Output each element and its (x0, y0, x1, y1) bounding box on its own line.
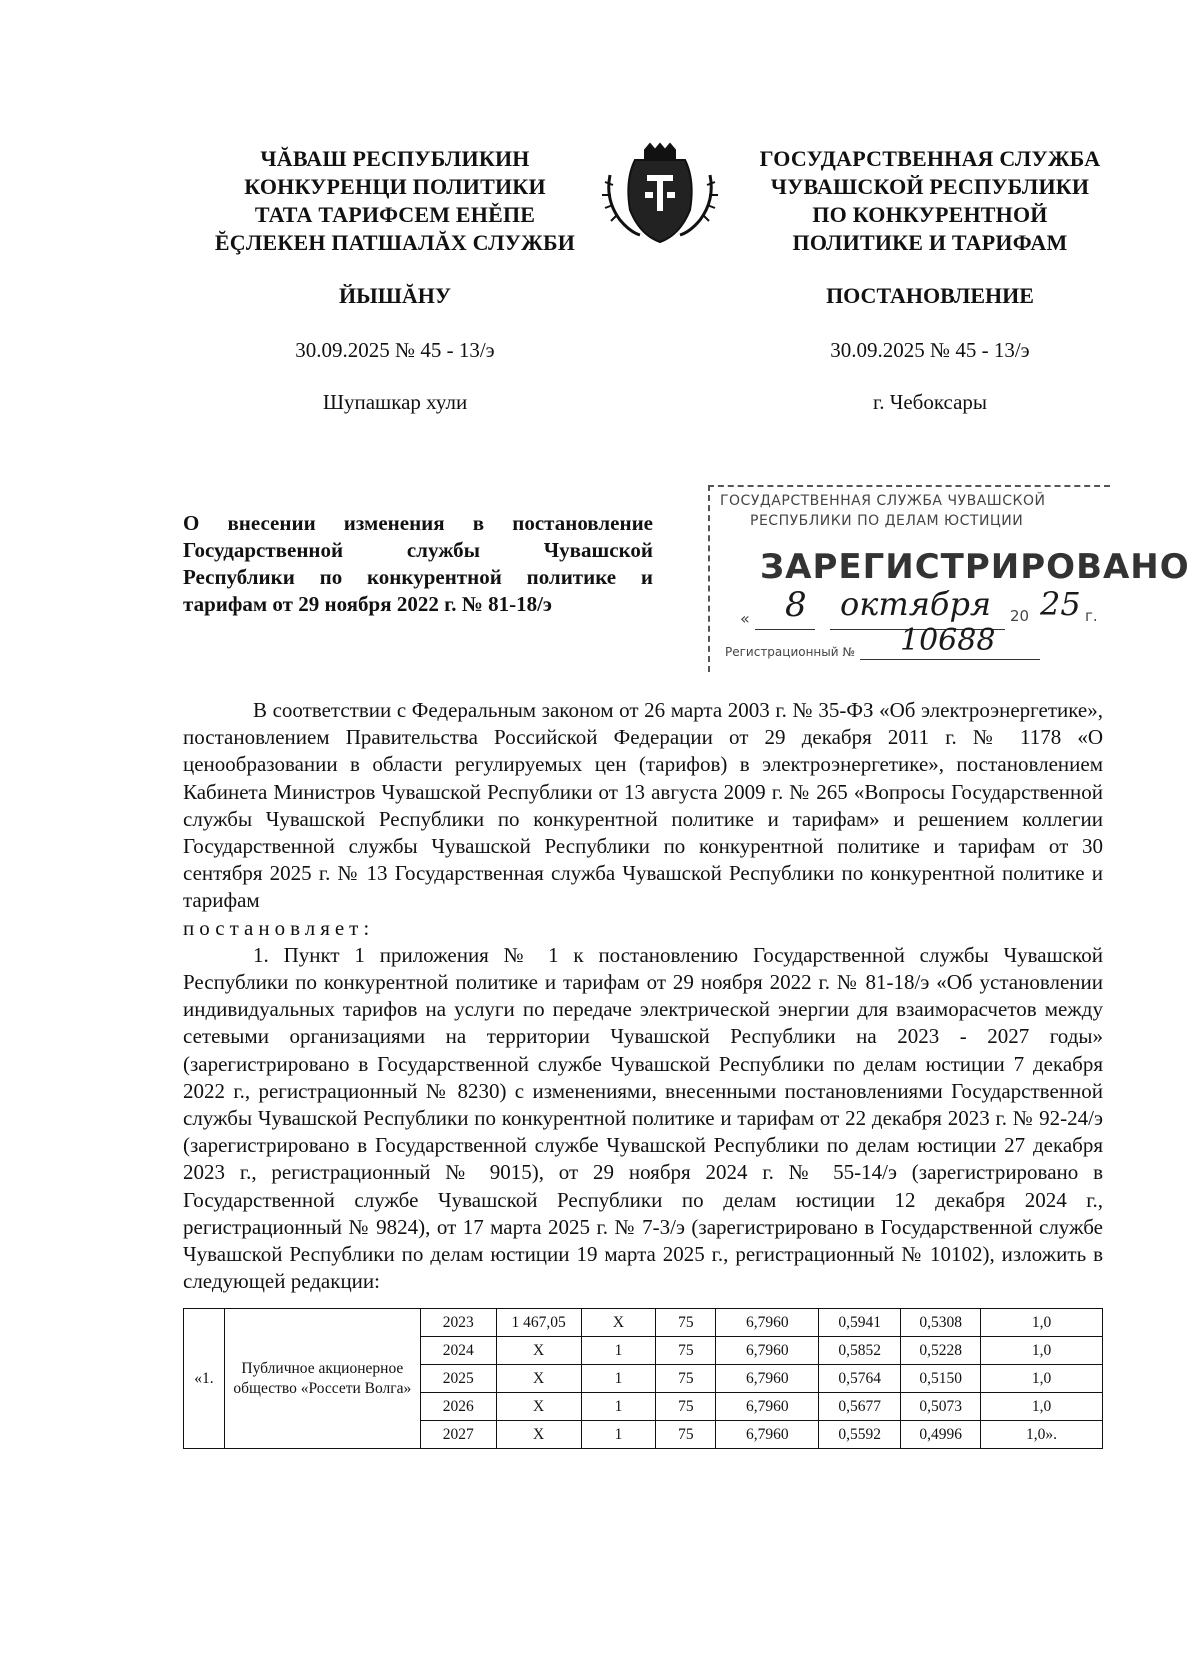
document-body (183, 697, 1103, 1295)
table-cell: 2024 (420, 1337, 496, 1365)
header-left-line: ЧĂВАШ РЕСПУБЛИКИН (260, 146, 530, 171)
table-cell: 75 (656, 1337, 716, 1365)
table-cell: 0,5308 (901, 1309, 981, 1337)
stamp-agency-line1: ГОСУДАРСТВЕННАЯ СЛУЖБА ЧУВАШСКОЙ (720, 493, 1046, 509)
table-cell: 1 (581, 1393, 656, 1421)
header-right-line: ГОСУДАРСТВЕННАЯ СЛУЖБА (759, 146, 1101, 171)
header-agency-chuvash (195, 145, 595, 257)
stamp-year-prefix: 20 (1010, 607, 1030, 625)
table-cell: 6,7960 (716, 1365, 819, 1393)
stamp-year-unit: г. (1085, 607, 1098, 625)
table-cell: 75 (656, 1365, 716, 1393)
document-subject: О внесении изменения в постановление Государственной службы Чувашской Республики по конкурентной политике и тарифам от 29 ноября 2022 г. № 81-18/э (183, 511, 653, 616)
stamp-title: ЗАРЕГИСТРИРОВАНО (760, 547, 1190, 587)
body-paragraph-2: 1. Пункт 1 приложения № 1 к постановлению Государственной службы Чувашской Республики по конкурентной политике и тарифам от 29 ноября 2022 г. № 81-18/э «Об установлении индивидуальных тарифов на услуги по передаче электрической энергии для взаиморасчетов между сетевыми организациями на территории Чувашской Республики на 2023 - 2027 годы» (зарегистрировано в Государственной службе Чувашской Республики по делам юстиции 7 декабря 2022 г., регистрационный № 8230) с изменениями, внесенными постановлениями Государственной службы Чувашской Республики по конкурентной политике и тарифам от 22 декабря 2023 г. № 92-24/э (зарегистрировано в Государственной службе Чувашской Республики по делам юстиции 27 декабря 2023 г., регистрационный № 9015), от 29 ноября 2024 г. № 55-14/э (зарегистрировано в Государственной службе Чувашской Республики по делам юстиции 12 декабря 2024 г., регистрационный № 9824), от 17 марта 2025 г. № 7-3/э (зарегистрировано в Государственной службе Чувашской Республики по делам юстиции 19 марта 2025 г., регистрационный № 10102), изложить в следующей редакции: (183, 942, 1103, 1294)
table-cell: 1 (581, 1365, 656, 1393)
table-cell: 0,5941 (819, 1309, 901, 1337)
table-cell: 1,0 (981, 1309, 1103, 1337)
decree-word: постановляет: (183, 915, 375, 940)
table-cell: 0,5150 (901, 1365, 981, 1393)
header-left-line: ТАТА ТАРИФСЕМ ЕНĚПЕ (254, 202, 536, 227)
city-chuvash: Шупашкар хули (322, 390, 468, 414)
table-cell: 6,7960 (716, 1421, 819, 1449)
doc-number-right: 30.09.2025 № 45 - 13/э (830, 338, 1030, 362)
table-cell: 1,0 (981, 1365, 1103, 1393)
table-cell: 1,0 (981, 1393, 1103, 1421)
table-cell: 0,5228 (901, 1337, 981, 1365)
header-right-line: ЧУВАШСКОЙ РЕСПУБЛИКИ (770, 174, 1090, 199)
table-cell: 0,5677 (819, 1393, 901, 1421)
table-cell: 75 (656, 1421, 716, 1449)
table-cell: X (581, 1309, 656, 1337)
table-cell: 2023 (420, 1309, 496, 1337)
doc-type-russian: ПОСТАНОВЛЕНИЕ (826, 283, 1034, 308)
table-cell: 2025 (420, 1365, 496, 1393)
table-cell: 0,5592 (819, 1421, 901, 1449)
table-cell: 1,0». (981, 1421, 1103, 1449)
tariff-table (183, 1308, 1103, 1449)
stamp-reg-number: 10688 (900, 623, 996, 658)
chuvash-coat-of-arms-icon (595, 140, 725, 250)
body-paragraph-1: В соответствии с Федеральным законом от 26 марта 2003 г. № 35-ФЗ «Об электроэнергетике», постановлением Правительства Российской Федерации от 29 декабря 2011 г. № 1178 «О ценообразовании в области регулируемых цен (тарифов) в электроэнергетике», постановлением Кабинета Министров Чувашской Республики от 13 августа 2009 г. № 265 «Вопросы Государственной службы Чувашской Республики по конкурентной политике и тарифам» и решением коллегии Государственной службы Чувашской Республики по конкурентной политике и тарифам от 30 сентября 2025 г. № 13 Государственная служба Чувашской Республики по конкурентной политике и тарифам (183, 698, 1103, 913)
header-right-line: ПОЛИТИКЕ И ТАРИФАМ (792, 230, 1068, 255)
table-cell: 75 (656, 1393, 716, 1421)
registration-stamp (708, 485, 1190, 672)
table-cell: 1 467,05 (496, 1309, 581, 1337)
table-cell: 0,4996 (901, 1421, 981, 1449)
city-russian: г. Чебоксары (872, 390, 988, 414)
table-cell: X (496, 1337, 581, 1365)
table-cell: 0,5073 (901, 1393, 981, 1421)
header-agency-russian (740, 145, 1120, 257)
table-cell: 6,7960 (716, 1309, 819, 1337)
table-cell: X (496, 1421, 581, 1449)
stamp-quote: « (740, 609, 750, 628)
stamp-month: октября (840, 585, 992, 623)
doc-number-left: 30.09.2025 № 45 - 13/э (295, 338, 495, 362)
stamp-agency-line2: РЕСПУБЛИКИ ПО ДЕЛАМ ЮСТИЦИИ (750, 513, 1024, 529)
table-cell: 1 (581, 1421, 656, 1449)
stamp-year: 25 (1040, 585, 1081, 623)
table-cell: 2026 (420, 1393, 496, 1421)
doc-type-chuvash: ЙЫШĂНУ (338, 283, 452, 308)
table-cell: 2027 (420, 1421, 496, 1449)
stamp-day: 8 (785, 585, 807, 625)
header-left-line: ĔÇЛЕКЕН ПАТШАЛĂХ СЛУЖБИ (214, 230, 576, 255)
table-row (184, 1309, 1103, 1337)
stamp-reg-label: Регистрационный № (725, 645, 855, 659)
table-cell: X (496, 1365, 581, 1393)
table-cell: 6,7960 (716, 1393, 819, 1421)
item-number-cell: «1. (184, 1309, 225, 1449)
header-left-line: КОНКУРЕНЦИ ПОЛИТИКИ (244, 174, 546, 199)
organization-cell: Публичное акционерное общество «Россети Волга» (224, 1309, 420, 1449)
table-cell: 0,5852 (819, 1337, 901, 1365)
table-cell: 75 (656, 1309, 716, 1337)
table-cell: 1 (581, 1337, 656, 1365)
table-cell: 0,5764 (819, 1365, 901, 1393)
table-cell: X (496, 1393, 581, 1421)
table-cell: 6,7960 (716, 1337, 819, 1365)
header-right-line: ПО КОНКУРЕНТНОЙ (812, 202, 1048, 227)
table-cell: 1,0 (981, 1337, 1103, 1365)
